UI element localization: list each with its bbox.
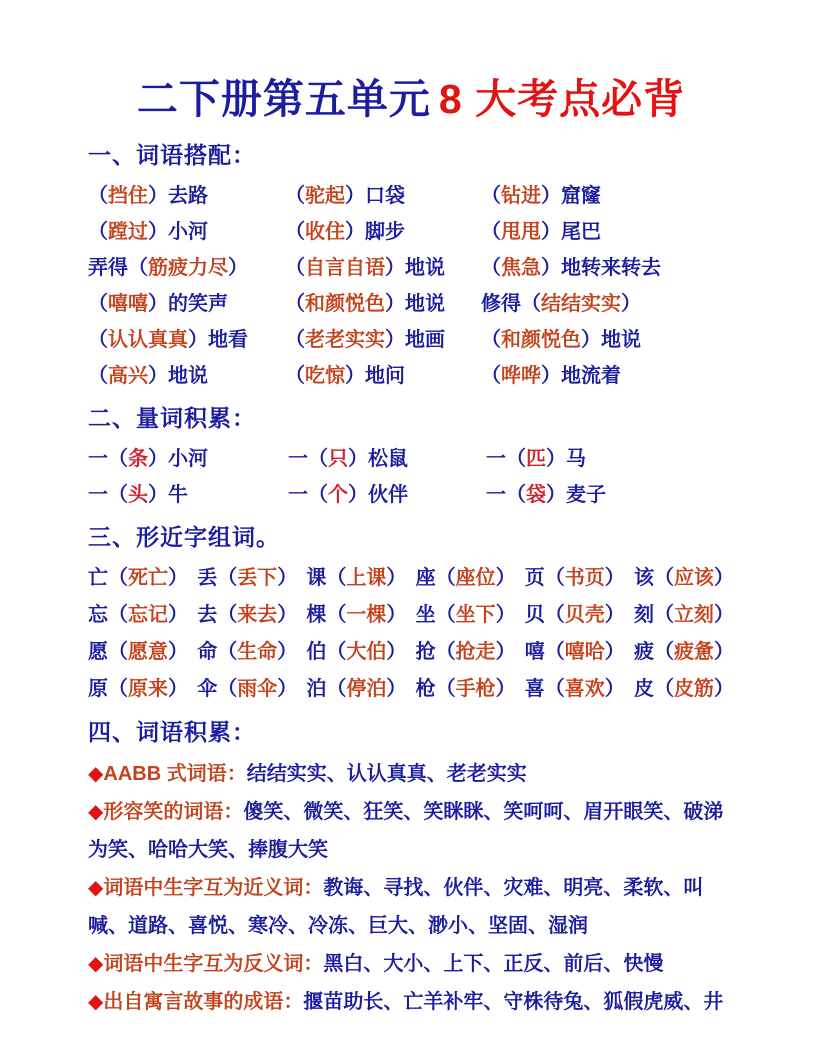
paren-close: ） bbox=[713, 604, 734, 627]
item-keyword: 结结实实 bbox=[541, 293, 621, 316]
item-suffix: 尾巴 bbox=[561, 221, 601, 244]
paren-open: （ bbox=[521, 293, 541, 316]
bullet-label: 词语中生字互为近义词 bbox=[103, 877, 304, 900]
measure-word-grid bbox=[88, 441, 734, 513]
item-prefix: 一 bbox=[288, 448, 308, 471]
item-prefix: 一 bbox=[88, 448, 108, 471]
item-keyword: 只 bbox=[328, 448, 348, 471]
bullet-content: 揠苗助长、亡羊补牢、守株待兔、狐假虎威、井 bbox=[303, 991, 724, 1014]
paren-open: （ bbox=[88, 329, 108, 352]
paren-open: （ bbox=[653, 641, 674, 664]
page-title bbox=[88, 74, 734, 125]
similar-character-item bbox=[197, 560, 297, 597]
item-keyword: 雨伞 bbox=[237, 678, 278, 701]
collocation-item bbox=[88, 250, 285, 286]
paren-open: （ bbox=[653, 678, 674, 701]
paren-open: （ bbox=[108, 641, 128, 664]
paren-close: ） bbox=[345, 365, 365, 388]
item-suffix: 牛 bbox=[168, 484, 188, 507]
similar-character-item bbox=[306, 597, 406, 634]
item-keyword: 吃惊 bbox=[305, 365, 345, 388]
item-prefix: 一 bbox=[486, 484, 506, 507]
bullet-content: 黑白、大小、上下、正反、前后、快慢 bbox=[323, 953, 664, 976]
bullet-content: 结结实实、认认真真、老老实实 bbox=[246, 763, 527, 786]
paren-open: （ bbox=[88, 293, 108, 316]
bullet-content: 教诲、寻找、伙伴、灾难、明亮、柔软、叫喊、道路、喜悦、寒冷、冷冻、巨大、渺小、坚固、湿润 bbox=[88, 877, 704, 938]
paren-open: （ bbox=[481, 257, 501, 280]
item-keyword: 手枪 bbox=[455, 678, 496, 701]
similar-character-item bbox=[525, 560, 625, 597]
paren-close: ） bbox=[581, 329, 601, 352]
item-keyword: 死亡 bbox=[128, 567, 168, 590]
paren-open: （ bbox=[506, 448, 526, 471]
paren-open: （ bbox=[285, 221, 305, 244]
collocation-item bbox=[481, 322, 734, 358]
item-keyword: 一棵 bbox=[346, 604, 387, 627]
paren-open: （ bbox=[326, 641, 347, 664]
item-base-char: 座 bbox=[415, 567, 436, 590]
item-suffix: 去路 bbox=[168, 185, 208, 208]
paren-open: （ bbox=[435, 604, 456, 627]
similar-character-item bbox=[634, 671, 734, 708]
item-base-char: 枪 bbox=[415, 678, 436, 701]
paren-close: ） bbox=[148, 448, 168, 471]
item-suffix: 马 bbox=[566, 448, 586, 471]
collocation-item bbox=[285, 214, 481, 250]
paren-close: ） bbox=[188, 329, 208, 352]
similar-character-item bbox=[525, 671, 625, 708]
item-suffix: 地说 bbox=[168, 365, 208, 388]
item-suffix: 地流着 bbox=[561, 365, 621, 388]
paren-open: （ bbox=[544, 604, 565, 627]
item-keyword: 条 bbox=[128, 448, 148, 471]
paren-close: ） bbox=[541, 257, 561, 280]
item-keyword: 上课 bbox=[346, 567, 387, 590]
item-keyword: 皮筋 bbox=[673, 678, 714, 701]
item-keyword: 愿意 bbox=[128, 641, 168, 664]
paren-close: ） bbox=[495, 678, 516, 701]
item-keyword: 匹 bbox=[526, 448, 546, 471]
page-title-red: 8 大考点必背 bbox=[438, 76, 686, 122]
item-keyword: 忘记 bbox=[128, 604, 168, 627]
item-base-char: 忘 bbox=[88, 604, 108, 627]
bullet-label: 形容笑的词语 bbox=[103, 801, 224, 824]
item-suffix: 地看 bbox=[208, 329, 248, 352]
collocation-item bbox=[88, 322, 285, 358]
bullet-colon: ： bbox=[303, 877, 324, 900]
bullet-item bbox=[88, 793, 734, 869]
paren-close: ） bbox=[713, 641, 734, 664]
paren-close: ） bbox=[713, 567, 734, 590]
item-keyword: 哗哗 bbox=[501, 365, 541, 388]
paren-open: （ bbox=[653, 604, 674, 627]
paren-open: （ bbox=[653, 567, 674, 590]
paren-close: ） bbox=[385, 257, 405, 280]
item-keyword: 疲惫 bbox=[673, 641, 714, 664]
item-base-char: 嘻 bbox=[524, 641, 545, 664]
measure-word-item bbox=[288, 477, 486, 513]
item-base-char: 伞 bbox=[197, 678, 218, 701]
item-base-char: 抢 bbox=[415, 641, 436, 664]
similar-character-item bbox=[88, 560, 188, 597]
paren-open: （ bbox=[544, 641, 565, 664]
paren-open: （ bbox=[108, 448, 128, 471]
measure-word-item bbox=[288, 441, 486, 477]
paren-close: ） bbox=[148, 365, 168, 388]
similar-character-item bbox=[416, 560, 516, 597]
item-keyword: 来去 bbox=[237, 604, 278, 627]
section3-heading: 三、形近字组词。 bbox=[88, 524, 280, 551]
item-prefix: 一 bbox=[88, 484, 108, 507]
diamond-bullet-icon: ◆ bbox=[88, 763, 104, 786]
similar-character-item bbox=[416, 597, 516, 634]
bullet-colon: ： bbox=[283, 991, 304, 1014]
diamond-bullet-icon: ◆ bbox=[88, 801, 104, 824]
diamond-bullet-icon: ◆ bbox=[88, 991, 104, 1014]
item-base-char: 坐 bbox=[415, 604, 436, 627]
similar-character-item bbox=[197, 597, 297, 634]
paren-close: ） bbox=[495, 567, 516, 590]
paren-open: （ bbox=[308, 484, 328, 507]
item-base-char: 课 bbox=[306, 567, 327, 590]
paren-close: ） bbox=[604, 604, 625, 627]
measure-word-item bbox=[88, 441, 288, 477]
similar-character-item bbox=[306, 671, 406, 708]
item-base-char: 刻 bbox=[633, 604, 654, 627]
similar-character-item bbox=[634, 560, 734, 597]
item-keyword: 钻进 bbox=[501, 185, 541, 208]
item-base-char: 原 bbox=[88, 678, 108, 701]
item-base-char: 亡 bbox=[88, 567, 108, 590]
item-base-char: 命 bbox=[197, 641, 218, 664]
item-suffix: 地说 bbox=[405, 293, 445, 316]
item-suffix: 小河 bbox=[168, 221, 208, 244]
item-base-char: 伯 bbox=[306, 641, 327, 664]
measure-word-item bbox=[88, 477, 288, 513]
item-base-char: 去 bbox=[197, 604, 218, 627]
paren-open: （ bbox=[308, 448, 328, 471]
item-suffix: 伙伴 bbox=[368, 484, 408, 507]
paren-close: ） bbox=[386, 567, 407, 590]
similar-character-item bbox=[88, 597, 188, 634]
paren-close: ） bbox=[621, 293, 641, 316]
page-title-blue: 二下册第五单元 bbox=[136, 76, 431, 122]
item-keyword: 老老实实 bbox=[305, 329, 385, 352]
paren-open: （ bbox=[108, 604, 128, 627]
paren-close: ） bbox=[546, 484, 566, 507]
paren-open: （ bbox=[285, 365, 305, 388]
paren-close: ） bbox=[228, 257, 248, 280]
paren-close: ） bbox=[541, 185, 561, 208]
similar-character-item bbox=[525, 597, 625, 634]
bullet-colon: ： bbox=[303, 953, 324, 976]
item-suffix: 地转来转去 bbox=[561, 257, 661, 280]
paren-close: ） bbox=[168, 567, 188, 590]
paren-open: （ bbox=[481, 185, 501, 208]
item-keyword: 嘻哈 bbox=[564, 641, 605, 664]
paren-open: （ bbox=[108, 484, 128, 507]
item-base-char: 喜 bbox=[524, 678, 545, 701]
paren-close: ） bbox=[345, 221, 365, 244]
collocation-item bbox=[285, 250, 481, 286]
item-suffix: 地画 bbox=[405, 329, 445, 352]
paren-close: ） bbox=[541, 365, 561, 388]
similar-character-item bbox=[634, 634, 734, 671]
item-suffix: 小河 bbox=[168, 448, 208, 471]
paren-close: ） bbox=[495, 604, 516, 627]
paren-close: ） bbox=[277, 604, 298, 627]
item-base-char: 该 bbox=[633, 567, 654, 590]
paren-close: ） bbox=[277, 641, 298, 664]
paren-open: （ bbox=[128, 257, 148, 280]
item-keyword: 甩甩 bbox=[501, 221, 541, 244]
paren-open: （ bbox=[326, 567, 347, 590]
similar-character-item bbox=[88, 671, 188, 708]
collocation-grid bbox=[88, 178, 734, 394]
item-keyword: 头 bbox=[128, 484, 148, 507]
collocation-item bbox=[481, 358, 734, 394]
item-prefix: 修得 bbox=[481, 293, 521, 316]
paren-close: ） bbox=[386, 678, 407, 701]
paren-close: ） bbox=[345, 185, 365, 208]
collocation-item bbox=[88, 214, 285, 250]
item-prefix: 一 bbox=[486, 448, 506, 471]
paren-open: （ bbox=[88, 221, 108, 244]
bullet-content: 傻笑、微笑、狂笑、笑眯眯、笑呵呵、眉开眼笑、破涕为笑、哈哈大笑、捧腹大笑 bbox=[88, 801, 724, 862]
item-keyword: 坐下 bbox=[455, 604, 496, 627]
similar-character-grid bbox=[88, 560, 734, 708]
item-keyword: 蹚过 bbox=[108, 221, 148, 244]
item-prefix: 弄得 bbox=[88, 257, 128, 280]
paren-open: （ bbox=[326, 678, 347, 701]
paren-open: （ bbox=[217, 678, 238, 701]
paren-close: ） bbox=[277, 567, 298, 590]
bullet-item bbox=[88, 755, 734, 793]
collocation-item bbox=[481, 286, 734, 322]
item-keyword: 立刻 bbox=[673, 604, 714, 627]
item-keyword: 和颜悦色 bbox=[305, 293, 385, 316]
item-keyword: 高兴 bbox=[108, 365, 148, 388]
paren-open: （ bbox=[481, 365, 501, 388]
item-base-char: 棵 bbox=[306, 604, 327, 627]
paren-open: （ bbox=[544, 678, 565, 701]
paren-open: （ bbox=[326, 604, 347, 627]
collocation-item bbox=[88, 358, 285, 394]
similar-character-item bbox=[197, 634, 297, 671]
paren-open: （ bbox=[435, 641, 456, 664]
paren-close: ） bbox=[168, 641, 188, 664]
item-suffix: 窟窿 bbox=[561, 185, 601, 208]
paren-open: （ bbox=[506, 484, 526, 507]
item-base-char: 页 bbox=[524, 567, 545, 590]
item-suffix: 地说 bbox=[405, 257, 445, 280]
item-base-char: 疲 bbox=[633, 641, 654, 664]
word-accumulation-list bbox=[88, 755, 734, 1021]
item-suffix: 脚步 bbox=[365, 221, 405, 244]
item-keyword: 喜欢 bbox=[564, 678, 605, 701]
item-keyword: 抢走 bbox=[455, 641, 496, 664]
collocation-item bbox=[88, 178, 285, 214]
item-keyword: 和颜悦色 bbox=[501, 329, 581, 352]
item-keyword: 座位 bbox=[455, 567, 496, 590]
similar-character-item bbox=[88, 634, 188, 671]
item-suffix: 的笑声 bbox=[168, 293, 228, 316]
similar-character-item bbox=[306, 634, 406, 671]
item-suffix: 地问 bbox=[365, 365, 405, 388]
item-keyword: 自言自语 bbox=[305, 257, 385, 280]
paren-open: （ bbox=[285, 257, 305, 280]
item-base-char: 贝 bbox=[524, 604, 545, 627]
item-keyword: 收住 bbox=[305, 221, 345, 244]
paren-close: ） bbox=[386, 641, 407, 664]
paren-close: ） bbox=[386, 604, 407, 627]
item-keyword: 停泊 bbox=[346, 678, 387, 701]
measure-word-item bbox=[486, 441, 734, 477]
paren-close: ） bbox=[148, 484, 168, 507]
item-suffix: 松鼠 bbox=[368, 448, 408, 471]
item-keyword: 大伯 bbox=[346, 641, 387, 664]
paren-open: （ bbox=[481, 221, 501, 244]
paren-open: （ bbox=[108, 567, 128, 590]
similar-character-item bbox=[525, 634, 625, 671]
paren-open: （ bbox=[285, 329, 305, 352]
measure-word-item bbox=[486, 477, 734, 513]
paren-close: ） bbox=[604, 641, 625, 664]
paren-open: （ bbox=[217, 641, 238, 664]
paren-close: ） bbox=[385, 293, 405, 316]
paren-open: （ bbox=[435, 678, 456, 701]
paren-close: ） bbox=[168, 604, 188, 627]
item-keyword: 贝壳 bbox=[564, 604, 605, 627]
section4-heading: 四、词语积累： bbox=[88, 719, 256, 746]
paren-close: ） bbox=[348, 448, 368, 471]
bullet-label: 词语中生字互为反义词 bbox=[103, 953, 304, 976]
item-base-char: 丢 bbox=[197, 567, 218, 590]
paren-open: （ bbox=[435, 567, 456, 590]
similar-character-item bbox=[306, 560, 406, 597]
bullet-colon: ： bbox=[226, 763, 247, 786]
collocation-item bbox=[285, 358, 481, 394]
item-keyword: 原来 bbox=[128, 678, 168, 701]
item-suffix: 麦子 bbox=[566, 484, 606, 507]
paren-close: ） bbox=[495, 641, 516, 664]
collocation-item bbox=[481, 178, 734, 214]
bullet-item bbox=[88, 945, 734, 983]
similar-character-item bbox=[197, 671, 297, 708]
item-keyword: 挡住 bbox=[108, 185, 148, 208]
collocation-item bbox=[285, 322, 481, 358]
bullet-item bbox=[88, 869, 734, 945]
item-keyword: 书页 bbox=[564, 567, 605, 590]
bullet-item bbox=[88, 983, 734, 1021]
similar-character-item bbox=[634, 597, 734, 634]
section2-heading: 二、量词积累： bbox=[88, 405, 256, 432]
paren-close: ） bbox=[541, 221, 561, 244]
collocation-item bbox=[285, 286, 481, 322]
paren-close: ） bbox=[277, 678, 298, 701]
bullet-label: 出自寓言故事的成语 bbox=[103, 991, 284, 1014]
item-suffix: 口袋 bbox=[365, 185, 405, 208]
diamond-bullet-icon: ◆ bbox=[88, 953, 104, 976]
paren-close: ） bbox=[348, 484, 368, 507]
paren-close: ） bbox=[148, 221, 168, 244]
paren-close: ） bbox=[148, 293, 168, 316]
paren-open: （ bbox=[285, 185, 305, 208]
paren-open: （ bbox=[88, 365, 108, 388]
similar-character-item bbox=[416, 671, 516, 708]
paren-close: ） bbox=[546, 448, 566, 471]
item-keyword: 应该 bbox=[673, 567, 714, 590]
paren-open: （ bbox=[481, 329, 501, 352]
paren-open: （ bbox=[285, 293, 305, 316]
paren-close: ） bbox=[168, 678, 188, 701]
section1-heading: 一、词语搭配： bbox=[88, 142, 256, 169]
item-keyword: 个 bbox=[328, 484, 348, 507]
diamond-bullet-icon: ◆ bbox=[88, 877, 104, 900]
paren-open: （ bbox=[108, 678, 128, 701]
item-base-char: 皮 bbox=[633, 678, 654, 701]
item-keyword: 筋疲力尽 bbox=[148, 257, 228, 280]
collocation-item bbox=[481, 250, 734, 286]
paren-open: （ bbox=[544, 567, 565, 590]
bullet-label: AABB 式词语 bbox=[103, 763, 227, 786]
collocation-item bbox=[88, 286, 285, 322]
item-keyword: 生命 bbox=[237, 641, 278, 664]
bullet-colon: ： bbox=[223, 801, 244, 824]
item-base-char: 愿 bbox=[88, 641, 108, 664]
item-suffix: 地说 bbox=[601, 329, 641, 352]
item-keyword: 嘻嘻 bbox=[108, 293, 148, 316]
paren-close: ） bbox=[604, 567, 625, 590]
item-base-char: 泊 bbox=[306, 678, 327, 701]
paren-close: ） bbox=[385, 329, 405, 352]
paren-open: （ bbox=[217, 604, 238, 627]
paren-close: ） bbox=[713, 678, 734, 701]
paren-close: ） bbox=[148, 185, 168, 208]
similar-character-item bbox=[416, 634, 516, 671]
paren-close: ） bbox=[604, 678, 625, 701]
paren-open: （ bbox=[88, 185, 108, 208]
item-keyword: 丢下 bbox=[237, 567, 278, 590]
collocation-item bbox=[481, 214, 734, 250]
item-keyword: 焦急 bbox=[501, 257, 541, 280]
item-keyword: 认认真真 bbox=[108, 329, 188, 352]
item-prefix: 一 bbox=[288, 484, 308, 507]
item-keyword: 袋 bbox=[526, 484, 546, 507]
paren-open: （ bbox=[217, 567, 238, 590]
collocation-item bbox=[285, 178, 481, 214]
item-keyword: 驼起 bbox=[305, 185, 345, 208]
